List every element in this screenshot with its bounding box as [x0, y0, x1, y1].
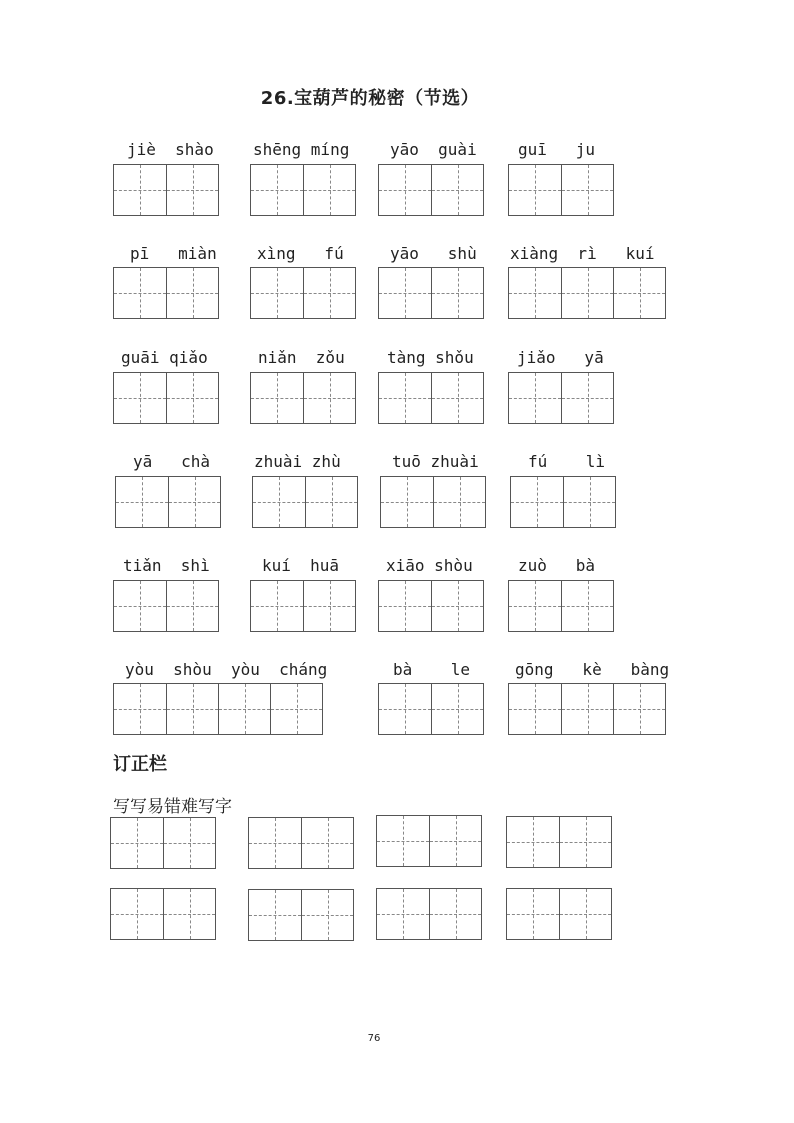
writing-cell[interactable] — [431, 373, 483, 423]
writing-grid[interactable] — [113, 580, 219, 632]
writing-grid[interactable] — [378, 683, 484, 735]
writing-grid[interactable] — [508, 164, 614, 216]
writing-cell[interactable] — [379, 373, 431, 423]
writing-grid[interactable] — [113, 267, 219, 319]
writing-cell[interactable] — [251, 165, 303, 215]
writing-cell[interactable] — [511, 477, 563, 527]
pinyin-label: yā chà — [133, 452, 211, 471]
pinyin-label: xiāo shòu — [386, 556, 473, 575]
pinyin-label: zhuài zhù — [254, 452, 341, 471]
pinyin-label: yòu shòu yòu cháng — [125, 660, 328, 679]
pinyin-label: guī ju — [518, 140, 596, 159]
pinyin-label: jiè shào — [127, 140, 214, 159]
correction-grid[interactable] — [248, 817, 354, 869]
pinyin-label: tàng shǒu — [387, 348, 474, 367]
writing-cell[interactable] — [114, 581, 166, 631]
writing-cell[interactable] — [509, 165, 561, 215]
writing-cell[interactable] — [561, 165, 613, 215]
writing-grid[interactable] — [510, 476, 616, 528]
pinyin-label: tuō zhuài — [392, 452, 479, 471]
writing-cell[interactable] — [166, 373, 218, 423]
writing-cell[interactable] — [166, 684, 218, 734]
writing-cell[interactable] — [114, 684, 166, 734]
writing-cell[interactable] — [613, 684, 665, 734]
writing-cell[interactable] — [249, 818, 301, 868]
pinyin-label: shēng míng — [253, 140, 350, 159]
writing-cell[interactable] — [431, 165, 483, 215]
correction-grid[interactable] — [376, 888, 482, 940]
writing-grid[interactable] — [113, 372, 219, 424]
correction-grid[interactable] — [248, 889, 354, 941]
writing-cell[interactable] — [168, 477, 220, 527]
writing-cell[interactable] — [509, 373, 561, 423]
writing-cell[interactable] — [251, 268, 303, 318]
writing-grid[interactable] — [250, 267, 356, 319]
writing-cell[interactable] — [303, 268, 355, 318]
writing-grid[interactable] — [113, 164, 219, 216]
writing-cell[interactable] — [218, 684, 270, 734]
writing-cell[interactable] — [559, 889, 611, 939]
writing-cell[interactable] — [163, 818, 215, 868]
writing-cell[interactable] — [509, 684, 561, 734]
correction-grid[interactable] — [506, 816, 612, 868]
writing-cell[interactable] — [303, 373, 355, 423]
writing-cell[interactable] — [429, 816, 481, 866]
writing-cell[interactable] — [111, 889, 163, 939]
pinyin-label: zuò bà — [518, 556, 596, 575]
writing-cell[interactable] — [509, 268, 561, 318]
writing-cell[interactable] — [379, 581, 431, 631]
writing-cell[interactable] — [116, 477, 168, 527]
pinyin-label: niǎn zǒu — [258, 348, 345, 367]
pinyin-label: xìng fú — [257, 244, 344, 263]
writing-cell[interactable] — [166, 581, 218, 631]
writing-cell[interactable] — [163, 889, 215, 939]
pinyin-label: xiàng rì kuí — [510, 244, 655, 263]
correction-grid[interactable] — [110, 817, 216, 869]
writing-cell[interactable] — [377, 816, 429, 866]
writing-grid[interactable] — [250, 372, 356, 424]
correction-grid[interactable] — [506, 888, 612, 940]
writing-cell[interactable] — [379, 268, 431, 318]
page-title: 26.宝葫芦的秘密（节选） — [260, 88, 480, 109]
writing-cell[interactable] — [381, 477, 433, 527]
writing-grid[interactable] — [250, 580, 356, 632]
writing-grid[interactable] — [113, 683, 323, 735]
pinyin-label: gōng kè bàng — [515, 660, 670, 679]
correction-grid[interactable] — [110, 888, 216, 940]
writing-cell[interactable] — [166, 165, 218, 215]
correction-grid[interactable] — [376, 815, 482, 867]
writing-cell[interactable] — [111, 818, 163, 868]
writing-cell[interactable] — [561, 684, 613, 734]
writing-cell[interactable] — [166, 268, 218, 318]
writing-grid[interactable] — [508, 683, 666, 735]
pinyin-label: fú lì — [528, 452, 606, 471]
writing-cell[interactable] — [379, 684, 431, 734]
writing-cell[interactable] — [433, 477, 485, 527]
writing-cell[interactable] — [561, 373, 613, 423]
pinyin-label: bà le — [393, 660, 471, 679]
writing-cell[interactable] — [431, 684, 483, 734]
writing-cell[interactable] — [613, 268, 665, 318]
writing-cell[interactable] — [379, 165, 431, 215]
writing-grid[interactable] — [250, 164, 356, 216]
writing-cell[interactable] — [114, 373, 166, 423]
writing-cell[interactable] — [305, 477, 357, 527]
writing-grid[interactable] — [378, 164, 484, 216]
writing-cell[interactable] — [561, 581, 613, 631]
pinyin-label: yāo guài — [390, 140, 477, 159]
writing-cell[interactable] — [507, 817, 559, 867]
pinyin-label: guāi qiǎo — [121, 348, 208, 367]
writing-grid[interactable] — [378, 267, 484, 319]
writing-grid[interactable] — [380, 476, 486, 528]
writing-grid[interactable] — [508, 580, 614, 632]
writing-cell[interactable] — [114, 165, 166, 215]
writing-grid[interactable] — [252, 476, 358, 528]
writing-cell[interactable] — [377, 889, 429, 939]
correction-heading: 订正栏 — [113, 754, 167, 775]
correction-subheading: 写写易错难写字 — [113, 797, 232, 817]
pinyin-label: pī miàn — [130, 244, 217, 263]
pinyin-label: yāo shù — [390, 244, 477, 263]
writing-grid[interactable] — [115, 476, 221, 528]
writing-cell[interactable] — [507, 889, 559, 939]
writing-cell[interactable] — [303, 165, 355, 215]
pinyin-label: kuí huā — [262, 556, 340, 575]
writing-grid[interactable] — [378, 580, 484, 632]
writing-cell[interactable] — [429, 889, 481, 939]
writing-cell[interactable] — [559, 817, 611, 867]
writing-grid[interactable] — [508, 267, 666, 319]
pinyin-label: jiǎo yā — [517, 348, 604, 367]
writing-cell[interactable] — [509, 581, 561, 631]
writing-grid[interactable] — [508, 372, 614, 424]
writing-cell[interactable] — [270, 684, 322, 734]
writing-cell[interactable] — [114, 268, 166, 318]
page-number: 76 — [367, 1033, 381, 1044]
writing-cell[interactable] — [561, 268, 613, 318]
writing-grid[interactable] — [378, 372, 484, 424]
pinyin-label: tiǎn shì — [123, 556, 210, 575]
writing-cell[interactable] — [251, 373, 303, 423]
writing-cell[interactable] — [301, 818, 353, 868]
writing-cell[interactable] — [251, 581, 303, 631]
writing-cell[interactable] — [431, 581, 483, 631]
writing-cell[interactable] — [301, 890, 353, 940]
writing-cell[interactable] — [563, 477, 615, 527]
writing-cell[interactable] — [431, 268, 483, 318]
writing-cell[interactable] — [303, 581, 355, 631]
writing-cell[interactable] — [249, 890, 301, 940]
writing-cell[interactable] — [253, 477, 305, 527]
